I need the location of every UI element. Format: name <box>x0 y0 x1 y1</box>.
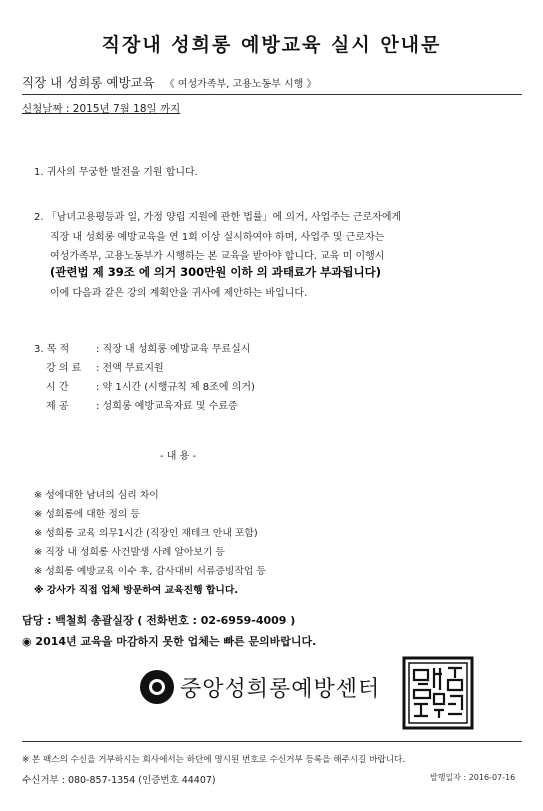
list-item: ※ 성희롱에 대한 정의 등 <box>34 509 140 520</box>
section-3-row <box>46 359 164 374</box>
section-3-value: : 약 1시간 (시행규칙 제 8조에 의거) <box>96 382 255 393</box>
official-seal-icon <box>402 656 474 730</box>
divider-top <box>22 94 522 95</box>
deadline: 신청날짜 : 2015년 7월 18일 까지 <box>22 103 181 115</box>
section-2-line-3: 여성가족부, 고용노동부가 시행하는 본 교육을 받아야 합니다. 교육 미 이행시 <box>50 251 385 262</box>
footer-reject: 수신거부 : 080-857-1354 (인증번호 44407) <box>22 775 216 786</box>
page-title: 직장내 성희롱 예방교육 실시 안내문 <box>101 34 442 56</box>
logo-text: 중앙성희롱예방센터 <box>180 677 381 702</box>
section-2-emphasis: (관련법 제 39조 에 의거 300만원 이하 의 과태료가 부과됩니다) <box>50 265 381 279</box>
footer-date: 발행일자 : 2016-07-16 <box>430 773 516 782</box>
contact-info: 담당 : 백철희 총괄실장 ( 전화번호 : 02-6959-4009 ) <box>22 614 296 627</box>
list-item: ※ 성희롱 교육 의무1시간 (직장인 재테크 안내 포함) <box>34 528 258 539</box>
logo <box>140 668 400 708</box>
section-1: 1. 귀사의 무궁한 발전을 기원 합니다. <box>34 167 198 178</box>
section-3-label: 제 공 <box>46 401 69 412</box>
section-2-line-4: 이에 다음과 같은 강의 계획안을 귀사에 제안하는 바입니다. <box>50 288 308 299</box>
logo-mark-icon <box>140 670 174 704</box>
list-item: ※ 성희롱 예방교육 이수 후, 감사대비 서류증빙작업 등 <box>34 566 266 577</box>
subtitle <box>22 73 316 91</box>
section-3-row <box>34 340 251 355</box>
section-3-value: : 성희롱 예방교육자료 및 수료증 <box>96 401 238 412</box>
footer-note: ※ 본 팩스의 수신을 거부하시는 회사에서는 하단에 명시된 번호로 수신거부 등록을 해주시길 바랍니다. <box>22 755 406 765</box>
section-3-row <box>46 378 255 393</box>
subtitle-note: 《 여성가족부, 고용노동부 시행 》 <box>164 79 317 90</box>
section-2-line-2: 직장 내 성희롱 예방교육을 연 1회 이상 실시하여야 하며, 사업주 및 근로자는 <box>50 232 385 243</box>
section-2-line-1: 2. 「남녀고용평등과 일, 가정 양립 지원에 관한 법률」에 의거, 사업주는 근로자에게 <box>34 212 402 223</box>
notice: ◉ 2014년 교육을 마감하지 못한 업체는 빠른 문의바랍니다. <box>22 635 317 648</box>
section-3-label: 시 간 <box>46 382 69 393</box>
subtitle-main: 직장 내 성희롱 예방교육 <box>22 75 155 90</box>
list-item: ※ 직장 내 성희롱 사건발생 사례 알아보기 등 <box>34 547 225 558</box>
list-item: ※ 강사가 직접 업체 방문하여 교육진행 합니다. <box>34 585 239 596</box>
section-3-value: : 전액 무료지원 <box>96 363 164 374</box>
section-3-row <box>46 397 238 412</box>
contents-heading: - 내 용 - <box>160 451 197 462</box>
section-3-value: : 직장 내 성희롱 예방교육 무료실시 <box>96 344 251 355</box>
section-3-label: 3. 목 적 <box>34 344 70 355</box>
list-item: ※ 성에대한 남녀의 심리 차이 <box>34 490 159 501</box>
divider-bottom <box>22 741 522 742</box>
section-3-label: 강 의 료 <box>46 363 82 374</box>
